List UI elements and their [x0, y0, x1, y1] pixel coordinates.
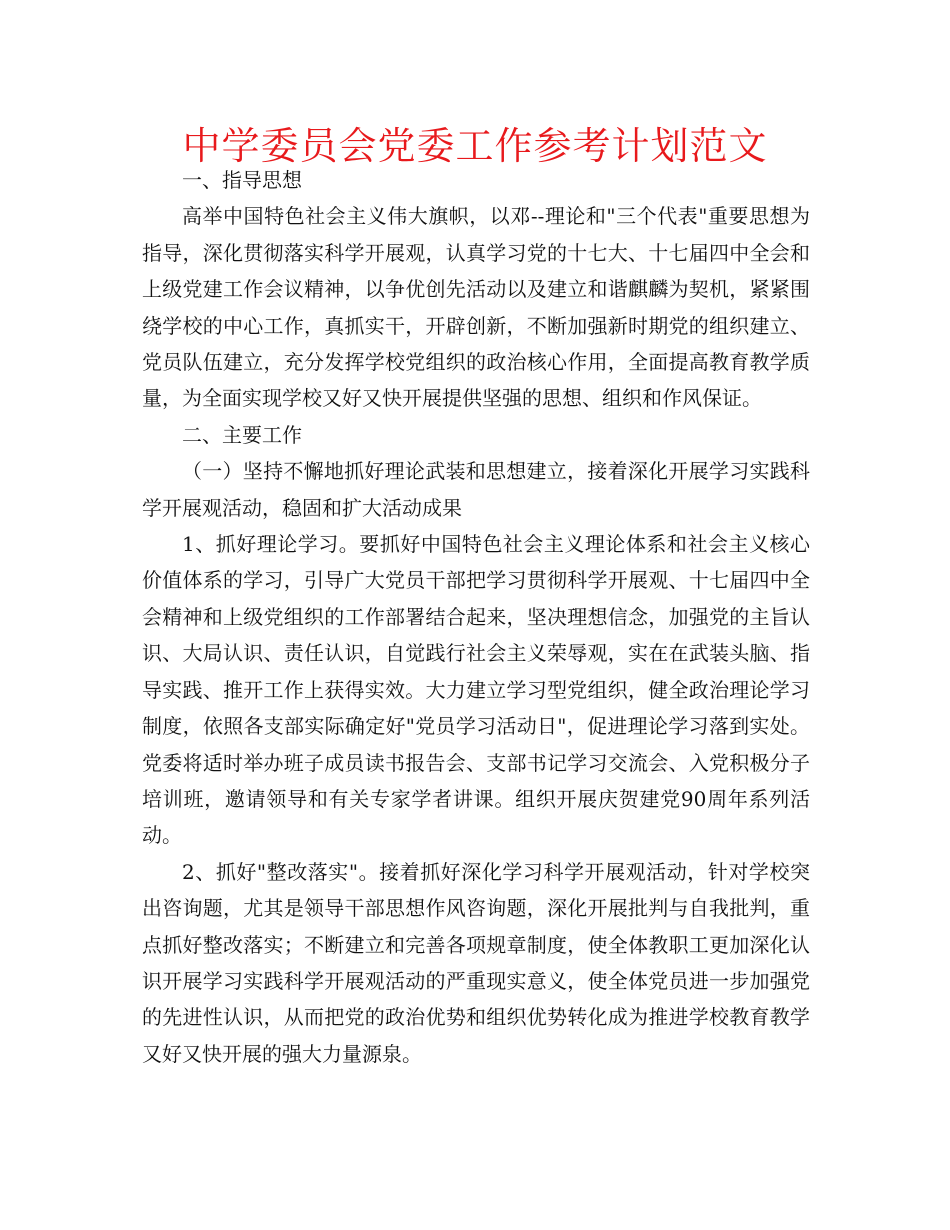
section-heading-main-work: 二、主要工作 — [182, 422, 302, 447]
paragraph-rectification: 2、抓好"整改落实"。接着抓好深化学习科学开展观活动，针对学校突出咨询题，尤其是领导干部思想作风咨询题，深化开展批判与自我批判，重点抓好整改落实；不断建立和完善各项规章制度，使全体教职工更加深化认识开展学习实践科学开展观活动的严重现实意义，使全体党员进一步加强党的先进性认识，从而把党的政治优势和组织优势转化成为推进学校教育教学又好又快开展的强大力量源泉。 — [142, 859, 810, 1066]
document-title: 中学委员会党委工作参考计划范文 — [182, 124, 768, 168]
section-heading-guiding-ideology: 一、指导思想 — [182, 168, 302, 192]
subsection-heading-theory: （一）坚持不懈地抓好理论武装和思想建立，接着深化开展学习实践科学开展观活动，稳固和扩大活动成果 — [142, 459, 810, 520]
paragraph-theory-study: 1、抓好理论学习。要抓好中国特色社会主义理论体系和社会主义核心价值体系的学习，引导广大党员干部把学习贯彻科学开展观、十七届四中全会精神和上级党组织的工作部署结合起来，坚决理想信念，加强党的主旨认识、大局认识、责任认识，自觉践行社会主义荣辱观，实在在武装头脑、指导实践、推开工作上获得实效。大力建立学习型党组织，健全政治理论学习制度，依照各支部实际确定好"党员学习活动日"，促进理论学习落到实处。党委将适时举办班子成员读书报告会、支部书记学习交流会、入党积极分子培训班，邀请领导和有关专家学者讲课。组织开展庆贺建党90周年系列活动。 — [142, 532, 810, 848]
document-body — [142, 162, 810, 1072]
paragraph-guiding-ideology: 高举中国特色社会主义伟大旗帜，以邓--理论和"三个代表"重要思想为指导，深化贯彻落实科学开展观，认真学习党的十七大、十七届四中全会和上级党建工作会议精神，以争优创先活动以及建立和谐麒麟为契机，紧紧围绕学校的中心工作，真抓实干，开辟创新，不断加强新时期党的组织建立、党员队伍建立，充分发挥学校党组织的政治核心作用，全面提高教育教学质量，为全面实现学校又好又快开展提供坚强的思想、组织和作风保证。 — [142, 204, 810, 411]
